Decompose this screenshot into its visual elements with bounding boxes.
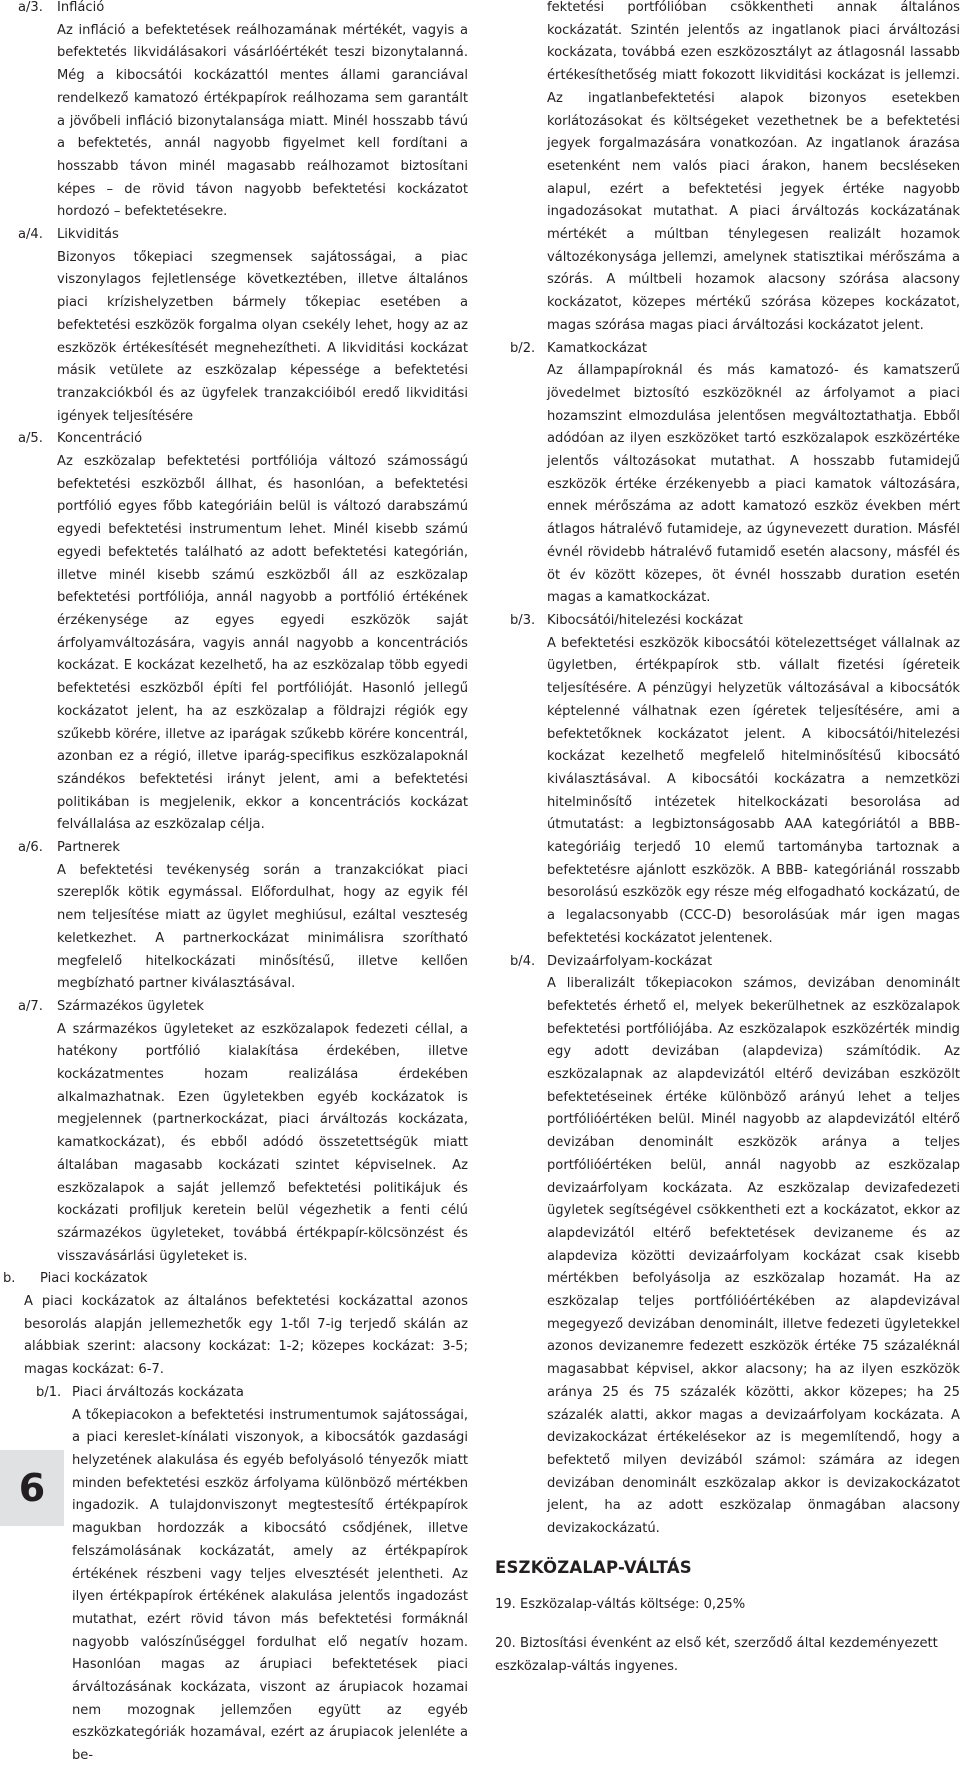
section-title: Származékos ügyletek <box>57 998 205 1014</box>
section-title: Koncentráció <box>57 431 143 447</box>
right-column <box>493 0 960 1696</box>
section-label: a/6. <box>18 840 43 856</box>
section-a4 <box>18 224 468 428</box>
section-text: A liberalizált tőkepiacokon számos, devizában denominált befektetés érhető el, melyek bekerülhetnek az eszközalapok befektetési portfóliójába. Az eszközalapok eszközérték mindig egy adott devizában (alapdeviza) számítódik. Az eszközalapnak az alapdevizától eltérő devizában eszközölt befektetéseinek értéke különböző arányú lehet a teljes portfólióértéken belül. Minél nagyobb az alapdevizától eltérő devizában denominált eszközök aránya a teljes portfólióértéken belül, annál nagyobb az eszközalap devizaárfolyam kockázata. Az eszközalap devizafedezeti ügyletek segítségével csökkentheti ezt a kockázatot, ekkor az alapdevizától eltérő befektetések devizaneme és az alapdeviza közötti devizaárfolyam kockázat csak kisebb mértékben befolyásolja az eszközalap hozamát. Ha az eszközalap teljes portfólióértékében az alapdevizával megegyező devizában denominált, illetve fedezeti ügyletekkel azonos devizanemre fedezett eszközök értéke 75 százaléknál magasabbat képvisel, akkor alacsony; ha az ilyen eszközök aránya 25 és 75 százalék közötti, akkor közepes; ha 25 százalék alatti, akkor magas a devizaárfolyam kockázata. A devizakockázat értékelésekor az is megemlítendő, hogy a befektető milyen devizából számol: számára az idegen devizában denominált eszközalap akkor is devizakockázatot jelent, ha az adott eszközalap önmagában alacsony devizakockázatú. <box>547 976 960 1537</box>
section-text: Az állampapíroknál és más kamatozó- és kamatszerű jövedelmet biztosító eszközöknél az árfolyamot a piaci hozamszint elmozdulása jelentősen megváltoztathatja. Ebből adódóan az ilyen eszközöket tartó eszközalapok eszközértéke jelentős változásokat mutathat. A hosszabb futamidejű eszközök értéke érzékenyebb a piaci kamatok változására, ennek mérőszáma az adott kamatozó eszköz években mért átlagos hátralévő futamideje, az úgynevezett duration. Másfél évnél rövidebb hátralévő futamidő esetén alacsony, másfél és öt év között közepes, öt évnél hosszabb duration esetén magas a kamatkockázat. <box>547 363 960 606</box>
section-b1-continued <box>493 0 960 338</box>
section-text: Az eszközalap befektetési portfóliója változó számosságú befektetési eszközből állhat, és hasonlóan, a befektetési portfólió egyes főbb kategóriáin belül is változó darabszámú egyedi befektetési instrumentum lehet. Minél kisebb számú egyedi befektetés található az adott befektetési kategórián, illetve minél kisebb számú eszközből áll az eszközalap befektetési portfóliója, annál nagyobb a portfólió értékének érzékenysége az egyes egyedi eszközök saját árfolyamváltozására, vagyis annál nagyobb a koncentrációs kockázat. E kockázat kezelhető, ha az eszközalap több egyedi befektetési eszközből építi fel portfólióját. Hasonló jellegű kockázatot jelent, ha az eszközalap a földrajzi régiók egy szűkebb körére, illetve az iparágak szűkebb körére koncentrál, azonban ez a régió, illetve iparág-specifikus eszközalapoknál szándékos befektetési irányt jelent, ami a befektetési politikában is megjelenik, ekkor a koncentrációs kockázat felvállalása az eszközalap célja. <box>57 454 468 833</box>
section-label: a/3. <box>18 0 43 15</box>
section-title: Kibocsátói/hitelezési kockázat <box>547 612 743 628</box>
section-text: A piaci kockázatok az általános befektetési kockázattal azonos besorolás alapján jellemezhetők egy 1-től 7-ig terjedő skálán az alábbiak szerint: alacsony kockázat: 1-2; közepes kockázat: 3-5; magas kockázat: 6-7. <box>24 1294 468 1378</box>
page-number: 6 <box>0 1450 64 1526</box>
section-label: a/4. <box>18 227 43 243</box>
left-column <box>3 0 468 1768</box>
section-b4 <box>493 951 960 1541</box>
section-a5 <box>18 428 468 837</box>
section-title: Piaci árváltozás kockázata <box>72 1384 244 1400</box>
section-b <box>3 1268 468 1382</box>
section-text: A származékos ügyleteket az eszközalapok fedezeti céllal, a hatékony portfólió kialakítása érdekében, illetve kockázatmentes hozam realizálása érdekében alkalmazhatnak. Ezen ügyletekben egyéb kockázatok is megjelennek (partnerkockázat, piaci árváltozás kockázata, kamatkockázat), és ebből adódó összetettségük miatt általában magasabb kockázati szintet képviselnek. Az eszközalapok a saját jellemző befektetési politikájuk és kockázati profiljuk keretein belül végezhetik a fenti célú származékos ügyleteket, továbbá értékpapír-kölcsönzést és visszavásárlási ügyleteket is. <box>57 1021 468 1264</box>
section-title: Kamatkockázat <box>547 340 648 356</box>
section-title: Infláció <box>57 0 105 15</box>
section-text: A befektetési tevékenység során a tranzakciókat piaci szereplők kötik egymással. Előfordulhat, hogy az egyik fél nem teljesítése miatt az ügylet meghiúsul, ezáltal veszteség keletkezhet. A partnerkockázat minimálisra szorítható megfelelő hitelkockázati minősítésű, illetve kellően megbízható partner kiválasztásával. <box>57 862 468 992</box>
section-a7 <box>18 996 468 1268</box>
section-text: A tőkepiacokon a befektetési instrumentumok sajátosságai, a piaci kereslet-kínálati viszonyok, a kibocsátók gazdasági helyzetének alakulása és egyéb befolyásoló tényezők miatt minden befektetési eszköz árfolyama különböző mértékben ingadozik. A tulajdonviszonyt megtestesítő értékpapírok magukban hordozzák a kibocsátó csődjének, illetve felszámolásának kockázatát, amely az értékpapírok értékének részbeni vagy teljes elvesztését jelentheti. Az ilyen értékpapírok értékének alakulása jelentős ingadozást mutathat, ezért rövid távon más befektetési formáknál nagyobb valószínűséggel fordulhat elő negatív hozam. Hasonlóan magas az árupiaci befektetések piaci árváltozásának kockázata, viszont az árupiacok hozamai nem mozognak jellemzően együtt az egyéb eszközkategóriák hozamával, ezért az árupiacok jelenléte a be- <box>72 1407 468 1764</box>
section-title: Piaci kockázatok <box>40 1271 148 1287</box>
section-text: fektetési portfólióban csökkentheti annak általános kockázatát. Szintén jelentős az ingatlanok piaci árváltozási kockázata, továbbá ezen eszközosztályt az átlagosnál lassabb értékesíthetőség miatt fokozott likviditási kockázat is jellemzi. Az ingatlanbefektetési alapok bizonyos esetekben korlátozásokat és költségeket vezethetnek be a befektetési jegyek forgalmazására vonatkozóan. Az ingatlanok árazása esetenként nem valós piaci árakon, hanem becsléseken alapul, ezért a befektetési jegyek értéke nagyobb ingadozásokat mutathat. A piaci árváltozás kockázatának mértékét a múltban ténylegesen realizált hozamok változékonysága jellemzi, amelynek statisztikai mérőszáma a szórás. A múltbeli hozamok alacsony szórása alacsony kockázatot, közepes mértékű szórása közepes kockázatot, magas szórása magas piaci árváltozási kockázatot jelent. <box>547 0 960 333</box>
section-text: A befektetési eszközök kibocsátói kötelezettséget vállalnak az ügyletben, értékpapírok stb. vállalt fizetési ígéreteik teljesítésére. A pénzügyi helyzetük változásával a kibocsátók képtelenné válhatnak ezen ígéretek teljesítésére, ami a befektetőknek kockázatot jelent. A kibocsátói/hitelezési kockázat kezelhető megfelelő hitelminősítésű kibocsátó kiválasztásával. A kibocsátói kockázatra a nemzetközi hitelminősítő intézetek hitelkockázati besorolása ad útmutatást: a legbiztonságosabb AAA kategóriától a BBB-kategóriáig terjedő 10 elemű tartományba tartoznak a befektetésre ajánlott eszközök. A BBB- kategóriánál rosszabb besorolású eszközök egy része még elfogadható kockázatú, de a legalacsonyabb (CCC-D) besorolásúak már igen magas befektetési kockázatot jelentenek. <box>547 635 960 946</box>
section-label: b/3. <box>510 612 536 628</box>
section-a6 <box>18 837 468 996</box>
section-label: b/4. <box>510 953 536 969</box>
heading-eszkozalap-valtas: ESZKÖZALAP-VÁLTÁS <box>495 1557 692 1577</box>
section-label: a/5. <box>18 431 43 447</box>
section-title: Partnerek <box>57 840 120 856</box>
section-b3 <box>493 610 960 951</box>
section-title: Devizaárfolyam-kockázat <box>547 953 713 969</box>
section-label: b/2. <box>510 340 536 356</box>
section-b1 <box>18 1382 468 1768</box>
section-text: Bizonyos tőkepiaci szegmensek sajátosságai, a piac viszonylagos fejletlensége következtében, illetve általános piaci krízishelyzetben bármely tőkepiac esetében a befektetési eszközök forgalma olyan csekély lehet, hogy az az eszközök értékesítését megnehezítheti. A likviditási kockázat másik vetülete az eszközalap képessége a befektetési tranzakciókból és az ügyfelek tranzakcióiból eredő likviditási igények teljesítésére <box>57 249 468 424</box>
section-b2 <box>493 338 960 610</box>
item-20: 20. Biztosítási évenként az első két, szerződő által kezdeményezett eszközalap-váltás ingyenes. <box>495 1636 938 1674</box>
section-text: Az infláció a befektetések reálhozamának mértékét, vagyis a befektetés likvidálásakori vásárlóértékét teszi bizonytalanná. Még a kibocsátói kockázattól mentes állami garanciával rendelkező kamatozó értékpapírok reálhozama sem garantált a jövőbeli infláció bizonytalansága miatt. Minél hosszabb távú a befektetés, annál nagyobb figyelmet kell fordítani a hosszabb távon minél magasabb reálhozamot biztosítani képes – de rövid távon nagyobb befektetési kockázatot hordozó – befektetésekre. <box>57 22 468 220</box>
section-a3 <box>18 0 468 224</box>
section-label: a/7. <box>18 998 43 1014</box>
item-19: 19. Eszközalap-váltás költsége: 0,25% <box>495 1596 746 1612</box>
section-label: b/1. <box>36 1384 62 1400</box>
section-label: b. <box>3 1271 16 1287</box>
section-title: Likviditás <box>57 227 119 243</box>
